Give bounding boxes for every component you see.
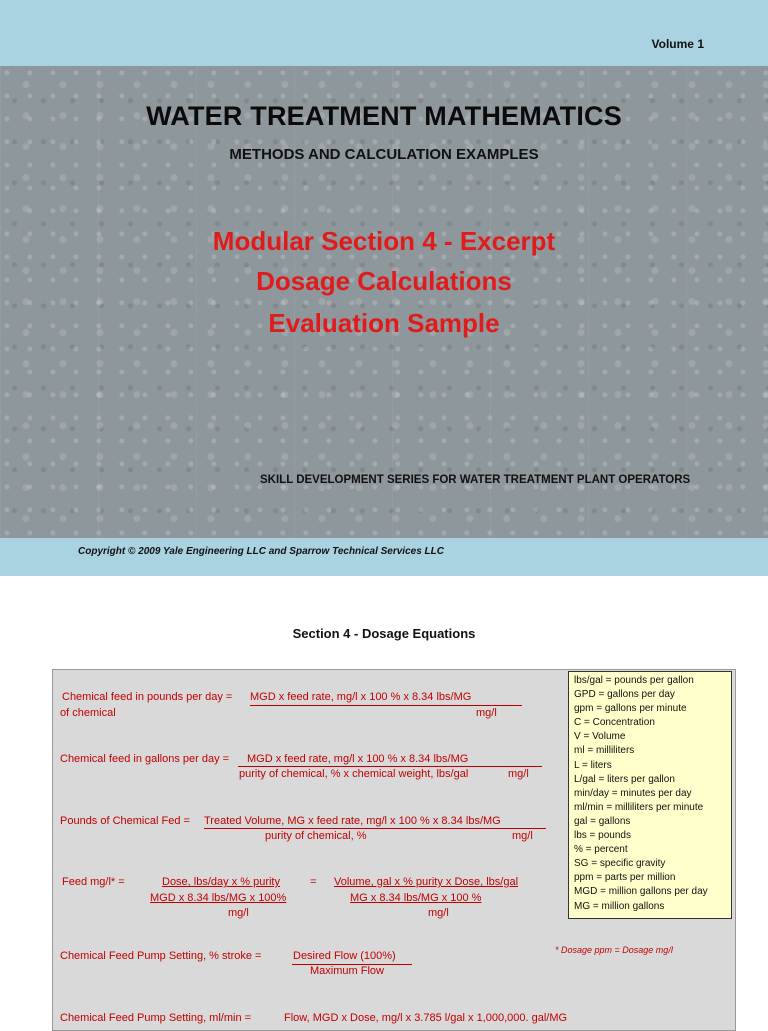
eq6-label: Chemical Feed Pump Setting, ml/min = <box>60 1012 252 1024</box>
eq1-label: Chemical feed in pounds per day = <box>62 691 233 703</box>
eq1-numerator: MGD x feed rate, mg/l x 100 % x 8.34 lbs/MG <box>250 691 472 703</box>
eq2-denominator: purity of chemical, % x chemical weight, lbs/gal <box>239 768 469 780</box>
document-title: WATER TREATMENT MATHEMATICS <box>146 101 622 131</box>
module-sample-label: Evaluation Sample <box>268 308 500 338</box>
eq3-fraction-bar <box>204 828 546 829</box>
eq3-denominator-units: mg/l <box>512 830 533 842</box>
bottom-band <box>0 538 768 576</box>
legend-item: ml = milliliters <box>574 745 635 757</box>
legend-item: L/gal = liters per gallon <box>574 773 675 785</box>
eq2-label: Chemical feed in gallons per day = <box>60 753 230 765</box>
copyright-text: Copyright © 2009 Yale Engineering LLC and Sparrow Technical Services LLC <box>78 546 444 557</box>
legend-item: C = Concentration <box>574 717 655 729</box>
eq1-denominator: mg/l <box>476 707 497 719</box>
legend-item: MG = million gallons <box>574 900 665 912</box>
abbreviation-legend <box>568 671 732 919</box>
eq5-denominator: Maximum Flow <box>310 965 384 977</box>
eq5-numerator: Desired Flow (100%) <box>293 950 396 962</box>
legend-item: gpm = gallons per minute <box>574 703 687 715</box>
eq2-fraction-bar <box>238 766 542 767</box>
legend-item: lbs = pounds <box>574 830 631 842</box>
legend-item: GPD = gallons per day <box>574 689 675 701</box>
eq4-equals: = <box>310 876 317 888</box>
dosage-footnote: * Dosage ppm = Dosage mg/l <box>555 945 673 955</box>
section-title: Section 4 - Dosage Equations <box>292 626 476 641</box>
legend-item: gal = gallons <box>574 815 631 827</box>
cover-background <box>0 66 768 538</box>
legend-item: ppm = parts per million <box>574 872 676 884</box>
module-topic: Dosage Calculations <box>256 266 512 296</box>
eq4-first-denominator-units: mg/l <box>228 907 249 919</box>
eq1-fraction-bar <box>250 705 522 706</box>
document-subtitle: METHODS AND CALCULATION EXAMPLES <box>229 146 539 163</box>
eq3-numerator: Treated Volume, MG x feed rate, mg/l x 100 % x 8.34 lbs/MG <box>204 815 501 827</box>
eq6-numerator: Flow, MGD x Dose, mg/l x 3.785 l/gal x 1,000,000. gal/MG <box>284 1012 568 1024</box>
eq4-first-denominator: MGD x 8.34 lbs/MG x 100% <box>150 892 287 904</box>
eq4-second-numerator: Volume, gal x % purity x Dose, lbs/gal <box>334 876 519 888</box>
legend-item: lbs/gal = pounds per gallon <box>574 675 694 686</box>
legend-item: min/day = minutes per day <box>574 787 692 799</box>
eq1-label-continued: of chemical <box>60 707 116 719</box>
legend-item: % = percent <box>574 844 628 856</box>
eq5-label: Chemical Feed Pump Setting, % stroke = <box>60 950 262 962</box>
eq4-second-denominator-units: mg/l <box>428 907 449 919</box>
eq4-first-numerator: Dose, lbs/day x % purity <box>162 876 280 888</box>
eq2-numerator: MGD x feed rate, mg/l x 100 % x 8.34 lbs/MG <box>247 753 469 765</box>
volume-label: Volume 1 <box>651 37 704 51</box>
eq3-label: Pounds of Chemical Fed = <box>60 815 190 827</box>
legend-item: MGD = million gallons per day <box>574 886 708 898</box>
legend-item: L = liters <box>574 759 612 771</box>
module-title: Modular Section 4 - Excerpt <box>212 226 556 256</box>
series-label: SKILL DEVELOPMENT SERIES FOR WATER TREATMENT PLANT OPERATORS <box>260 474 691 486</box>
top-band <box>0 0 768 66</box>
legend-item: SG = specific gravity <box>574 858 666 870</box>
eq2-denominator-units: mg/l <box>508 768 529 780</box>
legend-item: ml/min = milliliters per minute <box>574 801 704 813</box>
legend-item: V = Volume <box>574 731 626 743</box>
eq4-label: Feed mg/l* = <box>62 876 125 888</box>
eq3-denominator: purity of chemical, % <box>265 830 367 842</box>
eq4-second-denominator: MG x 8.34 lbs/MG x 100 % <box>350 892 482 904</box>
